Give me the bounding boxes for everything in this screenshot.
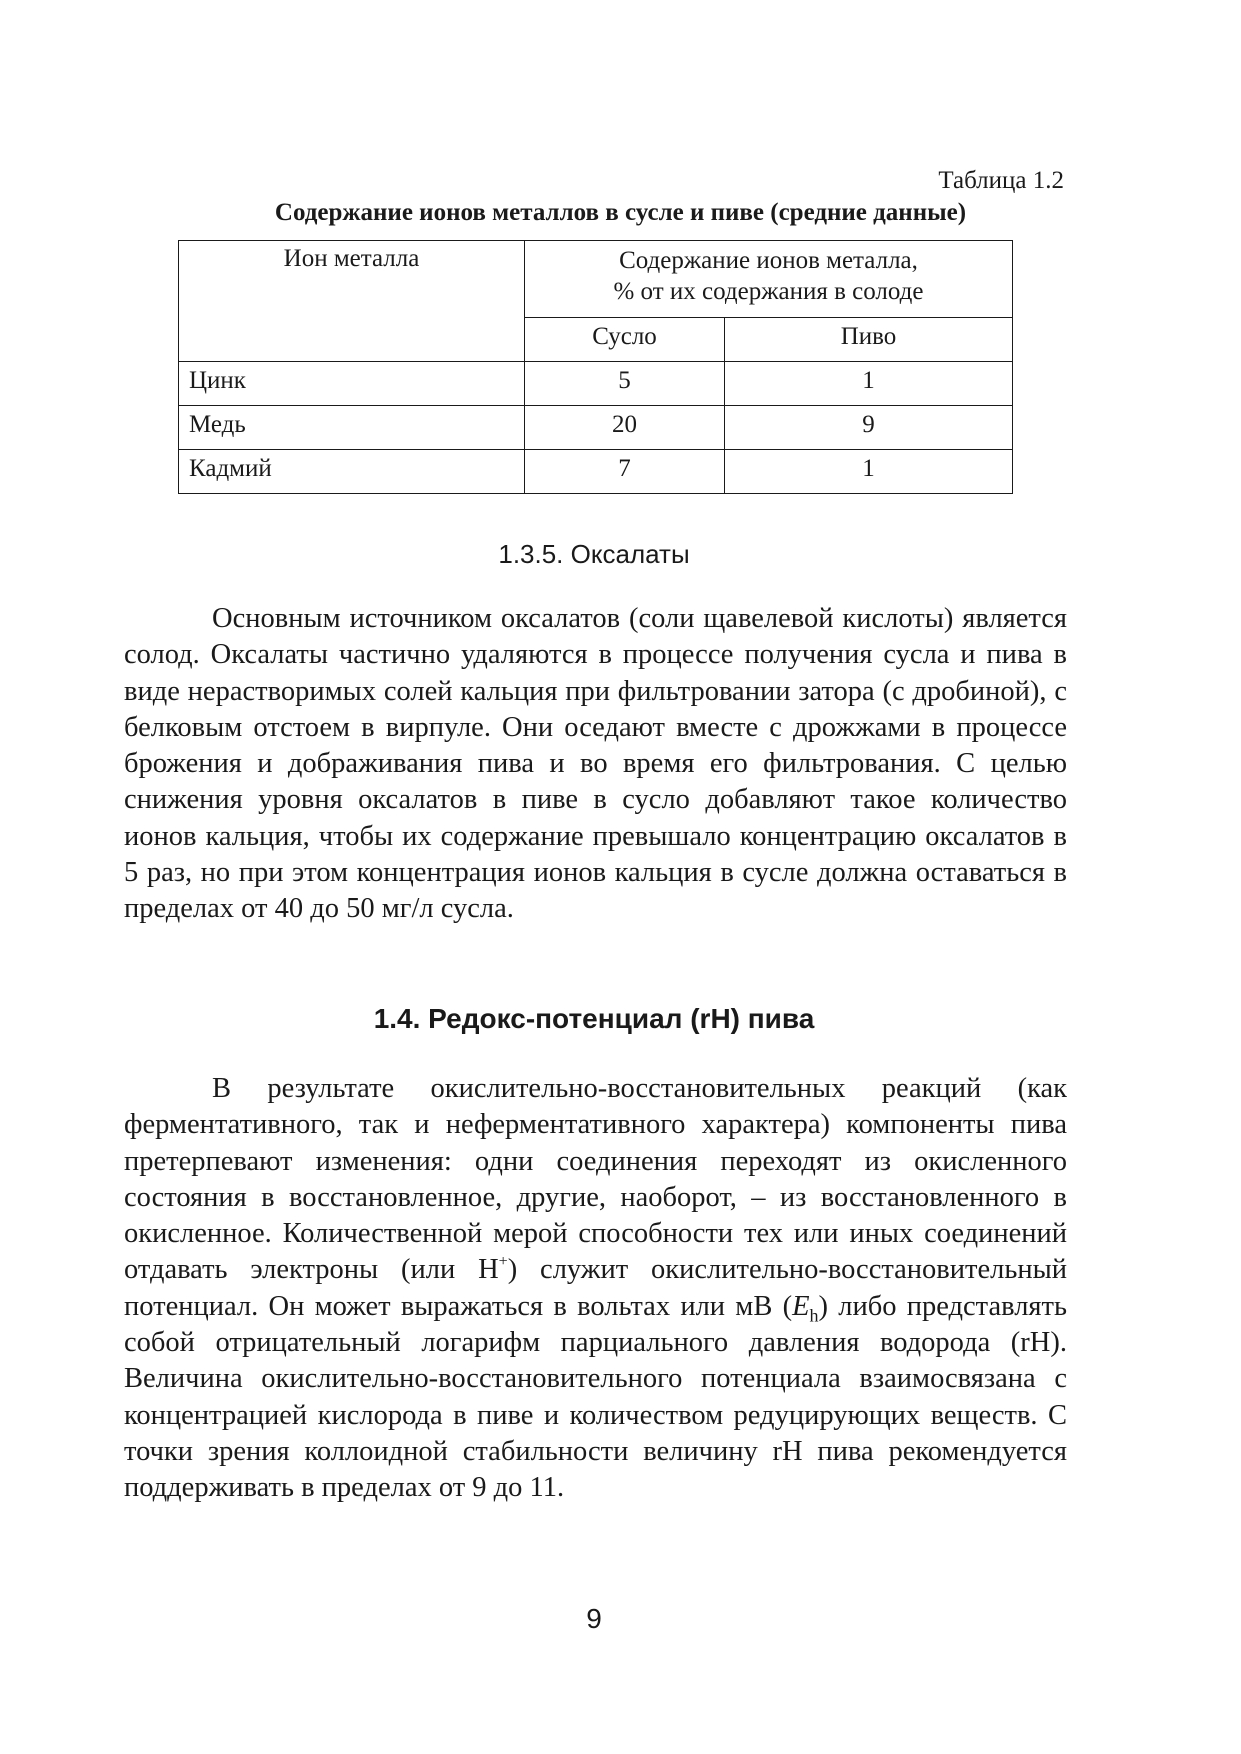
table-row	[179, 362, 1013, 406]
row-wort-cell: 7	[525, 450, 725, 494]
row-beer-cell: 1	[725, 450, 1013, 494]
row-wort-cell: 20	[525, 406, 725, 450]
header-beer-cell: Пиво	[725, 318, 1013, 362]
page-number: 9	[586, 1603, 602, 1634]
row-ion-cell: Цинк	[179, 362, 525, 406]
potential-symbol: E	[792, 1290, 810, 1322]
metal-ions-table	[178, 240, 1013, 494]
row-beer-cell: 9	[725, 406, 1013, 450]
row-wort-cell: 5	[525, 362, 725, 406]
table-number: Таблица 1.2	[938, 167, 1064, 194]
redox-text-part3: ) либо представлять собой отрицательный логарифм парциального давления водорода (rH). Величина окислительно-восстановительного потенциала взаимосвязана с концентрацией кислорода в пиве и количеством редуцирующих веществ. С точки зрения коллоидной стабильности величину rH пива рекомендуется поддерживать в пределах от 9 до 11.	[124, 1290, 1067, 1504]
redox-text-part2: ) служит окислительно-восстановительный потенциал. Он может выражаться в вольтах или мВ (	[124, 1254, 1067, 1322]
row-ion-cell: Медь	[179, 406, 525, 450]
header-content-line1: Содержание ионов металла,	[619, 247, 918, 274]
table-header-row	[179, 241, 1013, 318]
header-content-cell	[525, 241, 1013, 318]
header-ion-label: Ион металла	[283, 245, 420, 272]
superscript-plus: +	[498, 1253, 508, 1271]
potential-subscript: h	[809, 1305, 819, 1326]
subsection-heading: 1.3.5. Оксалаты	[498, 539, 690, 569]
section-heading: 1.4. Редокс-потенциал (rH) пива	[373, 1003, 815, 1034]
row-beer-cell: 1	[725, 362, 1013, 406]
redox-text-part1: В результате окислительно-восстановительных реакций (как ферментативного, так и неферментативного характера) компоненты пива претерпевают изменения: одни соединения переходят из окисленного состояния в восстановленное, другие, наоборот, – из восстановленного в окисленное. Количественной мерой способности тех или иных соединений отдавать электроны (или H	[124, 1073, 1067, 1286]
table-row	[179, 406, 1013, 450]
header-wort-cell: Сусло	[525, 318, 725, 362]
header-ion-cell	[179, 241, 525, 362]
header-content-line2: % от их содержания в солоде	[613, 278, 924, 305]
table-row	[179, 450, 1013, 494]
oxalates-paragraph: Основным источником оксалатов (соли щавелевой кислоты) является солод. Оксалаты частично удаляются в процессе получения сусла и пива в виде нерастворимых солей кальция при фильтровании затора (с дробиной), с белковым отстоем в вирпуле. Они оседают вместе с дрожжами в процессе брожения и дображивания пива и во время его фильтрования. С целью снижения уровня оксалатов в пиве в сусло добавляют такое количество ионов кальция, чтобы их содержание превышало концентрацию оксалатов в 5 раз, но при этом концентрация ионов кальция в сусле должна оставаться в пределах от 40 до 50 мг/л сусла.	[124, 603, 1067, 925]
table-caption: Содержание ионов металлов в сусле и пиве (средние данные)	[274, 199, 967, 226]
row-ion-cell: Кадмий	[179, 450, 525, 494]
redox-paragraph	[124, 1071, 1067, 1507]
